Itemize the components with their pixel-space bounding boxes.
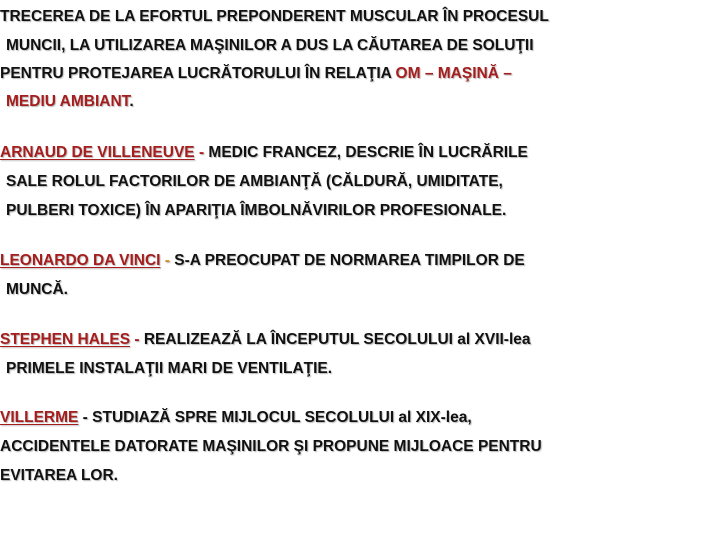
paragraph-5-text: EVITAREA LOR. — [0, 467, 118, 484]
paragraph-2-text: PULBERI TOXICE) ÎN APARIŢIA ÎMBOLNĂVIRILOR PROFESIONALE. — [6, 202, 507, 219]
paragraph-1-text: TRECEREA DE LA EFORTUL PREPONDERENT MUSCULAR ÎN PROCESUL — [0, 8, 549, 25]
paragraph-1-line-4 — [6, 92, 134, 112]
paragraph-2-line-1 — [0, 143, 528, 163]
om-masina-highlight: OM – MAŞINĂ – — [395, 65, 512, 82]
paragraph-4-text: REALIZEAZĂ LA ÎNCEPUTUL SECOLULUI al XVII-lea — [139, 331, 531, 348]
person-name-villerme: VILLERME — [0, 409, 79, 426]
paragraph-1-line-1 — [0, 7, 549, 27]
paragraph-1-text: PENTRU PROTEJAREA LUCRĂTORULUI ÎN RELAŢIA — [0, 65, 396, 82]
person-name-leonardo: LEONARDO DA VINCI — [0, 252, 161, 269]
person-name-stephen-hales: STEPHEN HALES — [0, 331, 131, 348]
paragraph-5-line-1 — [0, 408, 472, 428]
paragraph-2-line-3 — [6, 201, 506, 221]
paragraph-3-line-2 — [6, 280, 68, 300]
name-separator: - — [194, 144, 209, 161]
paragraph-4-line-2 — [6, 359, 332, 379]
paragraph-2-text: MEDIC FRANCEZ, DESCRIE ÎN LUCRĂRILE — [208, 144, 528, 161]
paragraph-3-text: S-A PREOCUPAT DE NORMAREA TIMPILOR DE — [174, 252, 525, 269]
paragraph-4-line-1 — [0, 330, 531, 350]
name-separator: - — [130, 331, 140, 348]
paragraph-2-text: SALE ROLUL FACTORILOR DE AMBIANŢĂ (CĂLDURĂ, UMIDITATE, — [6, 173, 503, 190]
paragraph-1-text: MUNCII, LA UTILIZAREA MAŞINILOR A DUS LA CĂUTAREA DE SOLUŢII — [6, 37, 534, 54]
mediu-ambiant-highlight: MEDIU AMBIANT — [6, 93, 130, 110]
paragraph-5-text: ACCIDENTELE DATORATE MAŞINILOR ŞI PROPUNE MIJLOACE PENTRU — [0, 438, 542, 455]
name-separator: - — [160, 252, 175, 269]
paragraph-3-line-1 — [0, 251, 525, 271]
paragraph-1-period: . — [129, 93, 134, 110]
paragraph-5-line-2 — [0, 437, 542, 457]
paragraph-5-text: - STUDIAZĂ SPRE MIJLOCUL SECOLULUI al XIX-lea, — [78, 409, 472, 426]
paragraph-1-line-2 — [6, 36, 534, 56]
paragraph-3-text: MUNCĂ. — [6, 281, 68, 298]
paragraph-4-text: PRIMELE INSTALAŢII MARI DE VENTILAŢIE. — [6, 360, 333, 377]
paragraph-5-line-3 — [0, 466, 118, 486]
paragraph-1-line-3 — [0, 64, 512, 84]
paragraph-2-line-2 — [6, 172, 503, 192]
person-name-arnaud: ARNAUD DE VILLENEUVE — [0, 144, 195, 161]
